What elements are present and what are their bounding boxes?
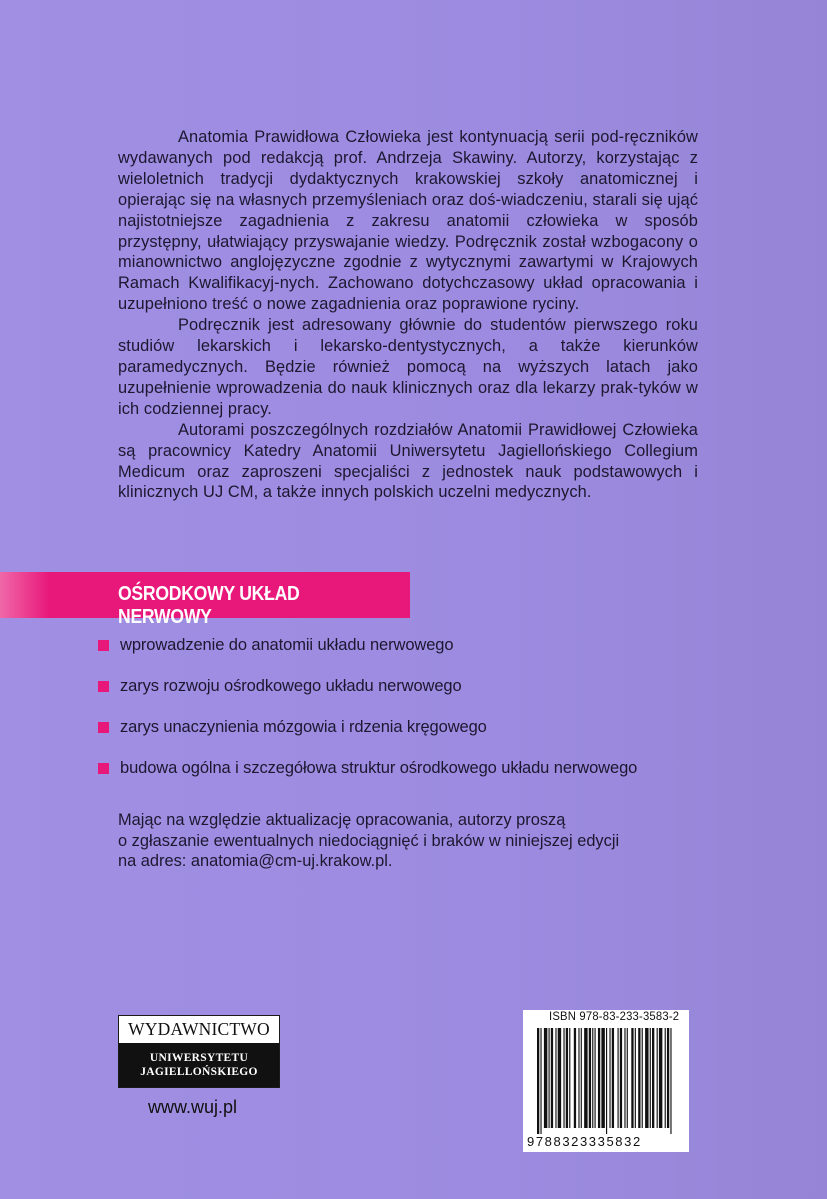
list-item	[98, 748, 637, 789]
barcode-bar	[645, 1028, 648, 1128]
contact-line: Mając na względzie aktualizację opracowania, autorzy proszą	[118, 811, 566, 829]
barcode-bar	[627, 1028, 628, 1128]
paragraph-audience: Podręcznik jest adresowany głównie do studentów pierwszego roku studiów lekarskich i lekarsko-dentystycznych, a także kierunków paramedycznych. Będzie również pomocą na wyższych latach jako uzupełnienie wprowadzenia do nauk klinicznych oraz dla lekarzy prak-tyków w ich codziennej pracy.	[118, 316, 698, 418]
barcode-bar	[551, 1028, 553, 1128]
barcode-bar	[555, 1028, 556, 1128]
list-item	[98, 625, 637, 666]
barcode-bar	[544, 1028, 547, 1128]
barcode-bar	[667, 1028, 669, 1128]
barcode-bar	[598, 1028, 600, 1128]
barcode-bar	[612, 1028, 614, 1128]
topic-label: zarys unaczynienia mózgowia i rdzenia kręgowego	[120, 718, 487, 736]
barcode-bar	[665, 1028, 666, 1128]
publisher-logo	[118, 1015, 280, 1088]
barcode-bar	[642, 1028, 643, 1128]
barcode-bar	[609, 1028, 610, 1128]
barcode-bar	[635, 1028, 636, 1128]
publisher-logo-bottom	[119, 1044, 279, 1087]
topic-label: zarys rozwoju ośrodkowego układu nerwowego	[120, 677, 462, 695]
barcode-bar	[652, 1028, 654, 1128]
isbn-barcode	[523, 1010, 689, 1152]
barcode-bar	[540, 1028, 541, 1134]
publisher-website[interactable]: www.wuj.pl	[148, 1097, 238, 1117]
isbn-label: ISBN 978-83-233-3583-2	[549, 1011, 680, 1023]
barcode-bar	[569, 1028, 570, 1128]
barcode-bar	[657, 1028, 658, 1128]
barcode-bar	[581, 1028, 582, 1128]
barcode-bar	[659, 1028, 662, 1128]
paragraph-about: Anatomia Prawidłowa Człowieka jest kontynuacją serii pod-ręczników wydawanych pod redakcją prof. Andrzeja Skawiny. Autorzy, korzystając z wieloletnich tradycji dydaktycznych krakowskiej szkoły anatomicznej i opierając się na własnych przemyśleniach oraz doś-wiadczeniu, starali się ująć najistotniejsze zagadnienia z zakresu anatomii człowieka w sposób przystępny, ułatwiający przyswajanie wiedzy. Podręcznik został wzbogacony o mianownictwo anglojęzyczne zgodnie z wytycznymi zawartymi w Krajowych Ramach Kwalifikacyj-nych. Zachowano dotychczasowy układ opracowania i uzupełniono treść o nowe zagadnienia oraz poprawione ryciny.	[118, 128, 698, 314]
barcode-bar	[584, 1028, 587, 1128]
topic-label: wprowadzenie do anatomii układu nerwowego	[120, 636, 454, 654]
publisher-logo-top: WYDAWNICTWO	[119, 1016, 279, 1044]
barcode-bar	[601, 1028, 604, 1128]
barcode-bar	[563, 1028, 564, 1128]
barcode-bar	[670, 1028, 671, 1134]
barcode-bar	[558, 1028, 561, 1128]
bullet-square-icon	[98, 763, 109, 774]
barcode-bar	[631, 1028, 633, 1128]
barcode-bar	[566, 1028, 568, 1128]
bullet-square-icon	[98, 640, 109, 651]
barcode-bar	[620, 1028, 622, 1128]
contact-note	[118, 810, 718, 872]
barcode-bar	[578, 1028, 579, 1128]
barcode-bar	[549, 1028, 550, 1128]
banner-title: OŚRODKOWY UKŁAD NERWOWY	[118, 583, 300, 628]
topic-list	[98, 625, 637, 789]
barcode-bar	[574, 1028, 576, 1128]
list-item	[98, 666, 637, 707]
bullet-square-icon	[98, 722, 109, 733]
bullet-square-icon	[98, 681, 109, 692]
contact-email-line: na adres: anatomia@cm-uj.krakow.pl.	[118, 852, 393, 870]
barcode-bar	[650, 1028, 651, 1128]
contact-line: o zgłaszanie ewentualnych niedociągnięć i braków w niniejszej edycji	[118, 831, 620, 850]
description-text	[118, 127, 698, 503]
barcode-bar	[592, 1028, 593, 1128]
list-item	[98, 707, 637, 748]
barcode-bar	[638, 1028, 640, 1128]
publisher-line-2: UNIWERSYTETU	[149, 1052, 249, 1064]
section-banner	[0, 572, 410, 628]
barcode-bar	[537, 1028, 539, 1134]
barcode-bar	[595, 1028, 596, 1128]
barcode-digits: 9788323335832	[527, 1134, 642, 1149]
barcode-bars	[537, 1028, 677, 1134]
barcode-bar	[589, 1028, 591, 1128]
publisher-line-3: JAGIELLOŃSKIEGO	[140, 1066, 258, 1078]
topic-label: budowa ogólna i szczegółowa struktur ośrodkowego układu nerwowego	[120, 759, 638, 777]
barcode-bar	[624, 1028, 625, 1128]
barcode-bar	[606, 1028, 607, 1134]
barcode-bar	[618, 1028, 619, 1128]
paragraph-authors: Autorami poszczególnych rozdziałów Anatomii Prawidłowej Człowieka są pracownicy Katedry Anatomii Uniwersytetu Jagiellońskiego Collegium Medicum oraz zaproszeni specjaliści z jednostek nauk podstawowych i klinicznych UJ CM, a także innych polskich uczelni medycznych.	[118, 420, 698, 502]
